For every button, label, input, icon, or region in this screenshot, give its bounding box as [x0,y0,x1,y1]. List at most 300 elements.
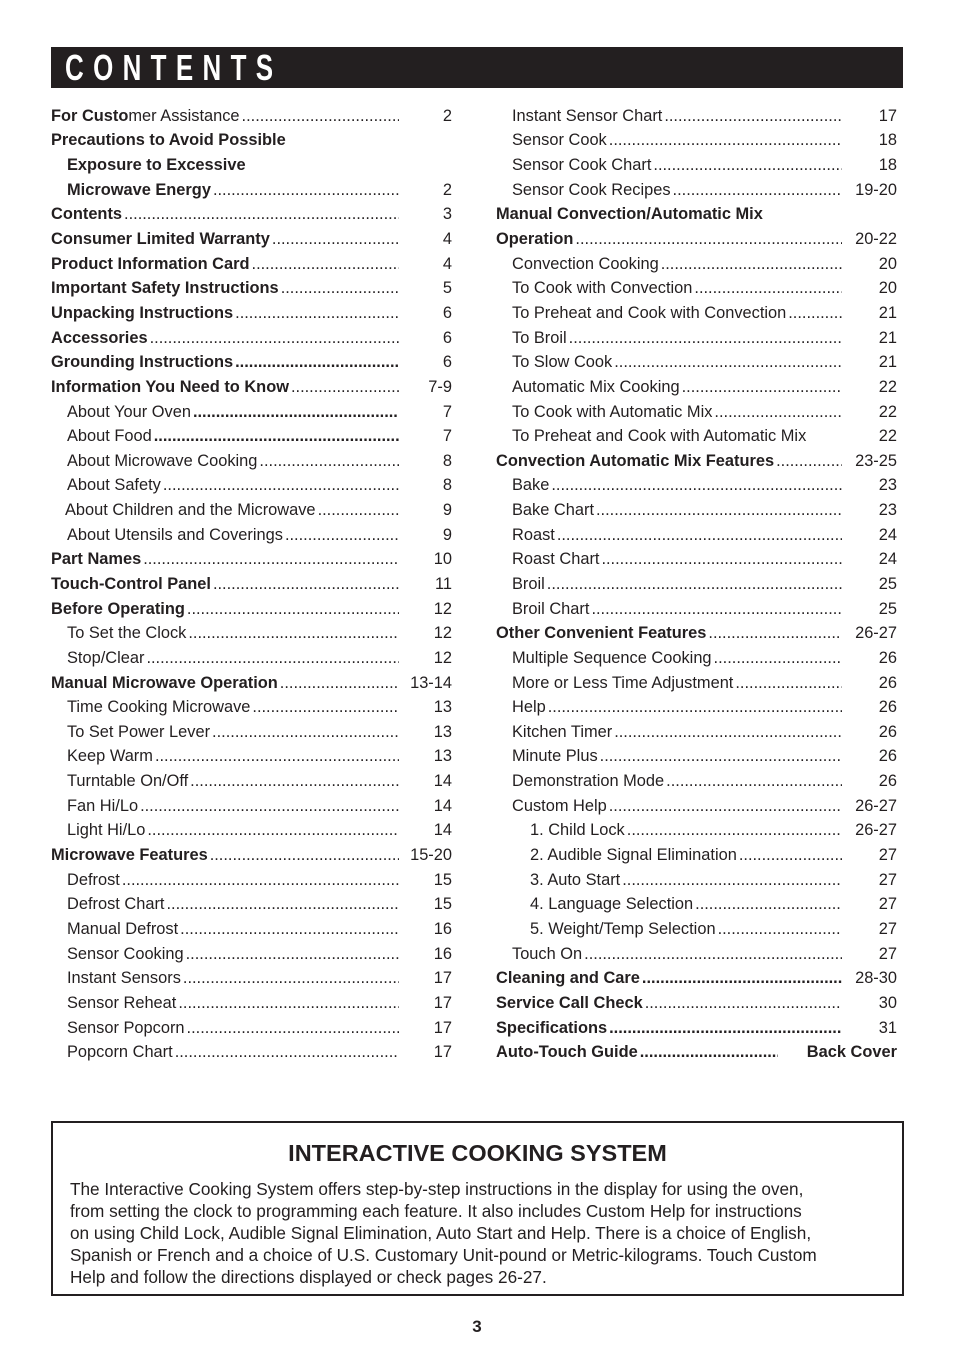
toc-leader-dots [180,920,399,939]
toc-entry-title: Precautions to Avoid Possible [51,131,286,150]
toc-entry [496,893,897,918]
toc-entry-page: 24 [878,550,897,569]
toc-entry [51,474,452,499]
toc-entry-title: For Customer Assistance [51,106,240,125]
toc-entry [496,523,897,548]
toc-entry-page: 18 [878,156,897,175]
toc-entry-title: Sensor Popcorn [67,1018,185,1037]
toc-entry [51,769,452,794]
toc-entry-title: Time Cooking Microwave [67,698,251,717]
toc-entry-title: Other Convenient Features [496,624,707,643]
toc-entry-page: 27 [878,919,897,938]
toc-entry-page: 31 [878,1018,897,1037]
toc-entry-page: 22 [878,427,897,446]
toc-entry-page: 6 [442,328,452,347]
toc-entry-title: Demonstration Mode [512,772,665,791]
toc-entry-page: 2 [442,180,452,199]
toc-entry-page: 17 [433,1018,452,1037]
page-number: 3 [472,1317,482,1336]
toc-leader-dots [614,723,842,742]
toc-entry-title: 2. Audible Signal Elimination [530,846,737,865]
info-box-line: The Interactive Cooking System offers step-by-step instructions in the display for using the oven, [70,1179,804,1199]
toc-entry-page: 25 [878,574,897,593]
page-title: CONTENTS [65,47,283,88]
toc-entry [51,646,452,671]
toc-entry-title: 1. Child Lock [530,821,625,840]
toc-entry-title: Cleaning and Care [496,969,640,988]
toc-entry-title: 3. Auto Start [530,870,621,889]
toc-entry [496,597,897,622]
toc-entry [496,621,897,646]
toc-entry-title: Roast [512,525,555,544]
toc-entry-page: 26 [878,722,897,741]
toc-entry-title: Manual Microwave Operation [51,673,278,692]
toc-leader-dots [739,846,842,865]
toc-entry-title: Roast Chart [512,550,600,569]
toc-leader-dots [666,772,842,791]
toc-entry-page: 9 [442,525,452,544]
toc-entry-title: Fan Hi/Lo [67,796,139,815]
info-box-line: on using Child Lock, Audible Signal Elimination, Auto Start and Help. There is a choice of English, [70,1223,812,1243]
toc-entry-page: 2 [442,106,452,125]
toc-leader-dots [318,501,399,520]
toc-entry-page: Back Cover [806,1043,897,1062]
toc-leader-dots [673,181,842,200]
toc-entry-title: Minute Plus [512,747,598,766]
toc-entry [51,449,452,474]
toc-entry [496,819,897,844]
toc-entry-title: To Set the Clock [67,624,187,643]
toc-entry [496,695,897,720]
toc-leader-dots [708,624,842,643]
toc-entry [51,301,452,326]
toc-entry-title: Important Safety Instructions [51,279,279,298]
toc-entry-title: Convection Automatic Mix Features [496,451,775,470]
toc-leader-dots [281,279,399,298]
toc-entry-page: 20 [878,254,897,273]
toc-entry [51,695,452,720]
toc-entry-title: Broil Chart [512,599,590,618]
toc-entry-page: 14 [433,772,452,791]
toc-leader-dots [614,353,842,372]
toc-entry-title: About Microwave Cooking [67,451,258,470]
toc-entry-page: 9 [442,501,452,520]
info-box-line: Help and follow the directions displayed or check pages 26-27. [70,1267,547,1287]
toc-entry [51,104,452,129]
toc-entry [51,523,452,548]
toc-entry-page: 4 [442,230,452,249]
toc-entry-page: 26-27 [855,624,897,643]
toc-entry [496,449,897,474]
toc-leader-dots [627,821,842,840]
toc-entry-page: 28-30 [855,969,897,988]
toc-entry-page: 24 [878,525,897,544]
toc-entry [496,868,897,893]
toc-entry-page: 22 [878,402,897,421]
toc-entry-page: 14 [433,796,452,815]
toc-entry [51,991,452,1016]
toc-entry [51,326,452,351]
toc-entry-page: 26-27 [855,796,897,815]
toc-entry [51,720,452,745]
toc-leader-dots [190,772,399,791]
toc-entry-page: 23 [878,501,897,520]
toc-leader-dots [575,230,842,249]
toc-entry-title: Sensor Cook Recipes [512,180,671,199]
toc-leader-dots [714,649,842,668]
toc-entry-page: 17 [878,106,897,125]
toc-entry-page: 8 [442,476,452,495]
toc-leader-dots [291,378,399,397]
toc-entry [496,178,897,203]
toc-entry [496,104,897,129]
toc-entry-page: 6 [442,303,452,322]
toc-entry-title: 4. Language Selection [530,895,694,914]
toc-entry [51,1016,452,1041]
toc-entry [496,917,897,942]
toc-entry [51,498,452,523]
toc-entry-page: 20 [878,279,897,298]
toc-entry-title: Microwave Energy [67,180,211,199]
toc-entry [496,326,897,351]
toc-leader-dots [557,526,842,545]
toc-entry [496,646,897,671]
toc-entry-title: About Safety [67,476,161,495]
toc-entry-page: 20-22 [855,230,897,249]
toc-entry-title: Accessories [51,328,148,347]
toc-entry-title: Microwave Features [51,846,208,865]
toc-entry [496,769,897,794]
toc-entry-page: 26 [878,648,897,667]
toc-entry-page: 11 [434,574,452,593]
interactive-cooking-system-box [51,1121,904,1296]
toc-entry-title: Touch On [512,944,583,963]
info-box-text [70,1178,886,1288]
toc-entry [51,621,452,646]
toc-entry [51,203,452,228]
toc-entry [51,794,452,819]
toc-entry-page: 13 [433,722,452,741]
toc-entry-page: 7 [442,402,452,421]
toc-left-column [51,104,452,1065]
toc-entry-page: 16 [433,944,452,963]
toc-entry [496,966,897,991]
toc-leader-dots [596,501,842,520]
toc-leader-dots [155,747,399,766]
toc-entry-title: Convection Cooking [512,254,659,273]
toc-leader-dots [235,304,399,323]
toc-entry-page: 5 [442,279,452,298]
toc-entry [496,474,897,499]
toc-entry [51,819,452,844]
toc-entry-title: Sensor Cook Chart [512,156,652,175]
toc-leader-dots [600,747,842,766]
toc-entry-title: Keep Warm [67,747,153,766]
toc-entry-page: 26 [878,747,897,766]
toc-entry-page: 27 [878,846,897,865]
toc-entry-page: 19-20 [855,180,897,199]
toc-entry [51,597,452,622]
toc-leader-dots [235,353,399,372]
toc-entry-page: 27 [878,870,897,889]
toc-entry [496,301,897,326]
toc-leader-dots [143,550,399,569]
toc-entry [51,375,452,400]
toc-entry [51,843,452,868]
toc-entry [496,1040,897,1065]
toc-leader-dots [776,452,842,471]
toc-entry [496,400,897,425]
toc-entry-page: 21 [878,303,897,322]
toc-leader-dots [213,181,399,200]
toc-entry [51,893,452,918]
toc-entry [496,129,897,154]
toc-entry-page: 15-20 [410,846,452,865]
toc-entry [51,966,452,991]
toc-entry-page: 12 [433,599,452,618]
toc-entry-title: To Set Power Lever [67,722,211,741]
toc-entry [51,276,452,301]
toc-entry-page: 23-25 [855,451,897,470]
toc-entry-title: Kitchen Timer [512,722,613,741]
toc-entry-title: To Preheat and Cook with Convection [512,303,787,322]
toc-entry-page: 13 [433,698,452,717]
toc-entry [496,548,897,573]
toc-leader-dots [122,871,399,890]
toc-leader-dots [210,846,399,865]
toc-entry [51,227,452,252]
toc-leader-dots [163,476,399,495]
toc-entry-title: To Broil [512,328,567,347]
toc-leader-dots [694,279,842,298]
toc-entry-title: Information You Need to Know [51,377,289,396]
toc-leader-dots [188,624,399,643]
toc-entry-page: 12 [433,648,452,667]
toc-entry [496,252,897,277]
toc-entry [496,745,897,770]
toc-leader-dots [140,797,399,816]
toc-entry-title: 5. Weight/Temp Selection [530,919,716,938]
toc-leader-dots [147,821,399,840]
toc-entry [51,917,452,942]
toc-entry [51,178,452,203]
toc-entry-title: Automatic Mix Cooking [512,377,680,396]
toc-leader-dots [146,649,399,668]
toc-entry-page: 7 [442,427,452,446]
toc-entry-title: About Food [67,427,152,446]
toc-leader-dots [788,304,842,323]
toc-leader-dots [682,378,842,397]
toc-leader-dots [212,723,399,742]
toc-leader-dots [622,871,842,890]
toc-entry-title: Sensor Reheat [67,993,177,1012]
toc-entry [51,868,452,893]
toc-entry [496,424,897,449]
toc-entry-title: More or Less Time Adjustment [512,673,734,692]
toc-leader-dots [609,131,842,150]
toc-entry [496,671,897,696]
toc-entry-title: Sensor Cooking [67,944,184,963]
toc-leader-dots [645,994,842,1013]
toc-entry [496,498,897,523]
toc-entry [496,991,897,1016]
toc-entry-title: Instant Sensors [67,969,181,988]
toc-entry [51,252,452,277]
toc-entry-title: Manual Defrost [67,919,179,938]
toc-entry-page: 16 [433,919,452,938]
toc-entry-title: Consumer Limited Warranty [51,230,270,249]
toc-entry [51,572,452,597]
toc-entry-page: 8 [442,451,452,470]
toc-entry-page: 26-27 [855,821,897,840]
toc-entry-page: 10 [433,550,452,569]
toc-entry-title: Contents [51,205,123,224]
toc-leader-dots [186,945,399,964]
toc-entry-title: Part Names [51,550,142,569]
toc-entry-title: Operation [496,230,574,249]
info-box-line: Spanish or French and a choice of U.S. Customary Unit-pound or Metric-kilograms. Touch Custom [70,1245,817,1265]
toc-leader-dots [175,1043,399,1062]
toc-entry-page: 25 [878,599,897,618]
toc-leader-dots [695,895,842,914]
toc-entry [51,1040,452,1065]
toc-leader-dots [642,969,842,988]
toc-entry-title: Auto-Touch Guide [496,1043,638,1062]
toc-leader-dots [285,526,399,545]
toc-leader-dots [272,230,399,249]
toc-entry-title: To Cook with Convection [512,279,693,298]
toc-entry [496,794,897,819]
toc-entry-title: Broil [512,574,545,593]
toc-leader-dots [280,674,399,693]
toc-leader-dots [213,575,399,594]
toc-entry [496,942,897,967]
toc-leader-dots [714,403,842,422]
toc-entry-title: Turntable On/Off [67,772,189,791]
toc-entry-title: To Cook with Automatic Mix [512,402,713,421]
toc-leader-dots [124,205,399,224]
toc-entry-title: Before Operating [51,599,185,618]
toc-right-column [496,104,897,1065]
toc-entry-title: Exposure to Excessive [67,156,246,175]
toc-entry-title: Touch-Control Panel [51,574,211,593]
toc-leader-dots [183,969,399,988]
toc-entry [496,843,897,868]
toc-entry-title: Popcorn Chart [67,1043,173,1062]
toc-entry-title: Light Hi/Lo [67,821,146,840]
toc-entry-page: 30 [878,993,897,1012]
toc-entry [496,153,897,178]
toc-entry-title: Stop/Clear [67,648,145,667]
toc-entry-page: 17 [433,993,452,1012]
toc-entry-page: 21 [878,353,897,372]
toc-entry-title: Custom Help [512,796,607,815]
toc-leader-dots [166,895,399,914]
toc-entry-title: Grounding Instructions [51,353,234,372]
toc-leader-dots [640,1043,778,1062]
toc-entry-page: 18 [878,131,897,150]
toc-entry [51,153,452,178]
toc-entry-page: 12 [433,624,452,643]
toc-entry [51,400,452,425]
toc-leader-dots [187,600,399,619]
toc-leader-dots [664,107,842,126]
toc-leader-dots [242,107,399,126]
toc-entry [496,276,897,301]
toc-leader-dots [150,329,399,348]
toc-leader-dots [653,156,842,175]
toc-entry-page: 21 [878,328,897,347]
toc-entry-title: To Preheat and Cook with Automatic Mix [512,427,807,446]
toc-leader-dots [569,329,842,348]
toc-entry-page: 15 [433,870,452,889]
toc-entry-page: 3 [442,205,452,224]
toc-entry-title: Unpacking Instructions [51,303,234,322]
toc-leader-dots [154,427,399,446]
toc-entry-page: 14 [433,821,452,840]
toc-entry [51,424,452,449]
toc-entry-title: Help [512,698,546,717]
toc-entry-title: Bake Chart [512,501,594,520]
toc-entry-page: 15 [433,895,452,914]
toc-leader-dots [178,994,399,1013]
toc-entry [496,227,897,252]
toc-entry-title: Specifications [496,1018,608,1037]
toc-entry [51,129,452,154]
toc-leader-dots [591,600,842,619]
toc-entry-page: 4 [442,254,452,273]
toc-entry-page: 13 [433,747,452,766]
toc-entry-title: Instant Sensor Chart [512,106,663,125]
toc-leader-dots [252,255,399,274]
toc-leader-dots [548,698,842,717]
toc-entry-page: 6 [442,353,452,372]
info-box-line: from setting the clock to programming each feature. It also includes Custom Help for instructions [70,1201,802,1221]
toc-entry-title: Service Call Check [496,993,643,1012]
toc-entry-title: Product Information Card [51,254,250,273]
toc-leader-dots [193,403,399,422]
toc-entry [496,203,897,228]
toc-entry [496,572,897,597]
toc-entry [51,350,452,375]
toc-entry-page: 22 [878,377,897,396]
toc-leader-dots [259,452,399,471]
toc-entry-title: Defrost [67,870,120,889]
toc-entry [496,350,897,375]
contents-header-bar [51,47,903,88]
toc-leader-dots [584,945,842,964]
toc-leader-dots [718,920,842,939]
toc-entry-page: 26 [878,772,897,791]
toc-leader-dots [609,1019,842,1038]
toc-entry [51,671,452,696]
info-box-title: INTERACTIVE COOKING SYSTEM [288,1140,667,1166]
toc-entry-page: 26 [878,673,897,692]
toc-entry-page: 7-9 [428,377,452,396]
toc-leader-dots [661,255,842,274]
toc-leader-dots [551,476,842,495]
toc-entry-title: Multiple Sequence Cooking [512,648,712,667]
toc-entry-page: 27 [878,895,897,914]
toc-entry-title: Bake [512,476,550,495]
toc-entry [496,1016,897,1041]
toc-entry-page: 27 [878,944,897,963]
toc-entry-page: 17 [433,969,452,988]
toc-entry [51,745,452,770]
toc-leader-dots [547,575,842,594]
toc-entry [496,375,897,400]
toc-entry-title: Sensor Cook [512,131,607,150]
